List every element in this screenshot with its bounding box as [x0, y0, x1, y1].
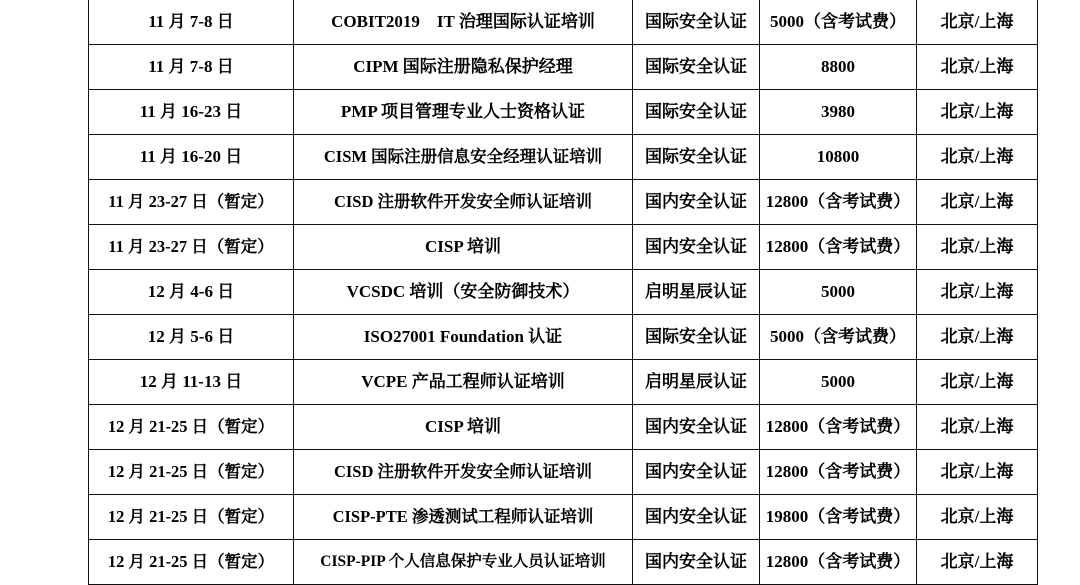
cell-category: 国内安全认证	[633, 225, 760, 270]
cell-course: VCPE 产品工程师认证培训	[294, 360, 633, 405]
cell-course: COBIT2019 IT 治理国际认证培训	[294, 0, 633, 45]
cell-city: 北京/上海	[917, 45, 1038, 90]
cell-category: 国内安全认证	[633, 495, 760, 540]
table-row	[89, 90, 1038, 135]
cell-price: 10800	[760, 135, 917, 180]
table-row	[89, 360, 1038, 405]
cell-city: 北京/上海	[917, 405, 1038, 450]
cell-date: 11 月 7-8 日	[89, 0, 294, 45]
cell-category: 国内安全认证	[633, 450, 760, 495]
cell-city: 北京/上海	[917, 540, 1038, 585]
cell-price: 12800（含考试费）	[760, 405, 917, 450]
cell-date: 11 月 23-27 日（暂定）	[89, 225, 294, 270]
cell-date: 12 月 4-6 日	[89, 270, 294, 315]
cell-course: CISP-PIP 个人信息保护专业人员认证培训	[294, 540, 633, 585]
table-row	[89, 495, 1038, 540]
cell-price: 5000（含考试费）	[760, 315, 917, 360]
cell-course: CISP 培训	[294, 405, 633, 450]
cell-price: 12800（含考试费）	[760, 540, 917, 585]
cell-date: 11 月 16-20 日	[89, 135, 294, 180]
cell-category: 国际安全认证	[633, 315, 760, 360]
cell-price: 12800（含考试费）	[760, 225, 917, 270]
cell-price: 19800（含考试费）	[760, 495, 917, 540]
cell-course: ISO27001 Foundation 认证	[294, 315, 633, 360]
cell-course: CISD 注册软件开发安全师认证培训	[294, 450, 633, 495]
cell-price: 3980	[760, 90, 917, 135]
cell-price: 5000	[760, 270, 917, 315]
cell-category: 国内安全认证	[633, 540, 760, 585]
cell-date: 11 月 16-23 日	[89, 90, 294, 135]
cell-course: CISP 培训	[294, 225, 633, 270]
cell-course: CISP-PTE 渗透测试工程师认证培训	[294, 495, 633, 540]
cell-price: 5000	[760, 360, 917, 405]
table-row	[89, 405, 1038, 450]
table-row	[89, 270, 1038, 315]
training-schedule-table	[88, 0, 1038, 585]
cell-city: 北京/上海	[917, 225, 1038, 270]
cell-price: 12800（含考试费）	[760, 450, 917, 495]
cell-city: 北京/上海	[917, 90, 1038, 135]
cell-city: 北京/上海	[917, 360, 1038, 405]
cell-course: CISD 注册软件开发安全师认证培训	[294, 180, 633, 225]
cell-city: 北京/上海	[917, 270, 1038, 315]
cell-category: 国际安全认证	[633, 90, 760, 135]
cell-course: PMP 项目管理专业人士资格认证	[294, 90, 633, 135]
cell-category: 国内安全认证	[633, 405, 760, 450]
cell-price: 12800（含考试费）	[760, 180, 917, 225]
cell-date: 12 月 21-25 日（暂定）	[89, 540, 294, 585]
cell-date: 11 月 7-8 日	[89, 45, 294, 90]
cell-price: 5000（含考试费）	[760, 0, 917, 45]
cell-date: 11 月 23-27 日（暂定）	[89, 180, 294, 225]
cell-date: 12 月 21-25 日（暂定）	[89, 405, 294, 450]
cell-category: 启明星辰认证	[633, 270, 760, 315]
table-row	[89, 450, 1038, 495]
cell-category: 启明星辰认证	[633, 360, 760, 405]
cell-city: 北京/上海	[917, 450, 1038, 495]
cell-course: CISM 国际注册信息安全经理认证培训	[294, 135, 633, 180]
cell-city: 北京/上海	[917, 315, 1038, 360]
cell-date: 12 月 21-25 日（暂定）	[89, 495, 294, 540]
cell-city: 北京/上海	[917, 135, 1038, 180]
cell-category: 国际安全认证	[633, 45, 760, 90]
cell-date: 12 月 21-25 日（暂定）	[89, 450, 294, 495]
cell-price: 8800	[760, 45, 917, 90]
cell-city: 北京/上海	[917, 0, 1038, 45]
cell-category: 国内安全认证	[633, 180, 760, 225]
table-body	[89, 0, 1038, 585]
table-row	[89, 540, 1038, 585]
cell-category: 国际安全认证	[633, 135, 760, 180]
cell-course: CIPM 国际注册隐私保护经理	[294, 45, 633, 90]
cell-date: 12 月 5-6 日	[89, 315, 294, 360]
cell-category: 国际安全认证	[633, 0, 760, 45]
cell-date: 12 月 11-13 日	[89, 360, 294, 405]
table-row	[89, 225, 1038, 270]
table-row	[89, 315, 1038, 360]
cell-course: VCSDC 培训（安全防御技术）	[294, 270, 633, 315]
table-row	[89, 0, 1038, 45]
table-row	[89, 135, 1038, 180]
table-row	[89, 180, 1038, 225]
cell-city: 北京/上海	[917, 495, 1038, 540]
table-row	[89, 45, 1038, 90]
cell-city: 北京/上海	[917, 180, 1038, 225]
